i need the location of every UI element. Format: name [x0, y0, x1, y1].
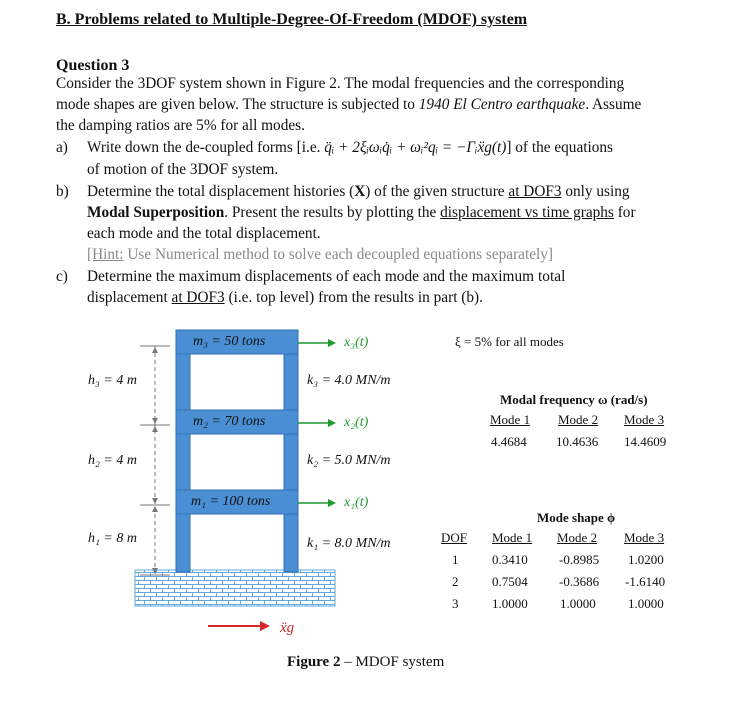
- force-arrows: [298, 339, 336, 507]
- decoupled-equation: q̈ᵢ + 2ξᵢωᵢq̇ᵢ + ωᵢ²qᵢ = −Γᵢẍg(t): [324, 139, 507, 156]
- mode-shape-title: Mode shape ϕ: [537, 510, 616, 525]
- shape-row-1-mode-1: 0.3410: [492, 552, 528, 567]
- section-title: B. Problems related to Multiple-Degree-Of-Freedom (MDOF) system: [56, 11, 528, 28]
- question-title: Question 3: [56, 57, 130, 74]
- stiffness-label-3: k₃ = 4.0 MN/m: [307, 373, 391, 388]
- shape-header-mode-3: Mode 3: [624, 530, 665, 545]
- height-label-2: h₂ = 4 m: [88, 453, 137, 468]
- force-label-3: x₃(t): [344, 335, 369, 350]
- shape-header-dof: DOF: [441, 530, 468, 545]
- part-c-line-2: displacement at DOF3 (i.e. top level) from the results in part (b).: [87, 289, 483, 306]
- right-column: [284, 330, 298, 572]
- mass-label-1: m₁ = 100 tons: [191, 494, 271, 509]
- shape-row-2-mode-3: -1.6140: [625, 574, 666, 589]
- part-b-line-1: Determine the total displacement histories (X) of the given structure at DOF3 only using: [87, 183, 630, 200]
- freq-value-mode-3: 14.4609: [624, 434, 667, 449]
- shape-row-3-mode-2: 1.0000: [560, 596, 596, 611]
- shape-row-3-mode-3: 1.0000: [628, 596, 664, 611]
- shape-row-2-mode-1: 0.7504: [492, 574, 528, 589]
- stiffness-label-2: k₂ = 5.0 MN/m: [307, 453, 391, 468]
- part-c-label: c): [56, 268, 68, 285]
- shape-row-3-dof: 3: [452, 596, 459, 611]
- part-a-line-1: Write down the de-coupled forms [i.e. q̈ᵢ + 2ξᵢωᵢq̇ᵢ + ωᵢ²qᵢ = −Γᵢẍg(t)] of the equations: [87, 139, 613, 156]
- modal-frequency-title: Modal frequency ω (rad/s): [500, 392, 648, 407]
- shape-row-3-mode-1: 1.0000: [492, 596, 528, 611]
- intro-line-2: mode shapes are given below. The structure is subjected to 1940 El Centro earthquake. Assume: [56, 96, 642, 113]
- figure-caption: Figure 2 – MDOF system: [287, 654, 445, 670]
- shape-header-mode-2: Mode 2: [557, 530, 598, 545]
- mass-label-2: m₂ = 70 tons: [193, 414, 266, 429]
- freq-header-mode-1: Mode 1: [490, 412, 531, 427]
- freq-value-mode-2: 10.4636: [556, 434, 599, 449]
- freq-value-mode-1: 4.4684: [491, 434, 527, 449]
- part-b-line-3: each mode and the total displacement.: [87, 225, 321, 242]
- intro-line-3: the damping ratios are 5% for all modes.: [56, 117, 305, 134]
- part-b-hint: [Hint: Use Numerical method to solve each decoupled equations separately]: [87, 246, 553, 263]
- height-label-1: h₁ = 8 m: [88, 531, 137, 546]
- left-column: [176, 330, 190, 572]
- stiffness-label-1: k₁ = 8.0 MN/m: [307, 536, 391, 551]
- mass-label-3: m₃ = 50 tons: [193, 334, 266, 349]
- shape-row-1-dof: 1: [452, 552, 459, 567]
- shape-row-2-mode-2: -0.3686: [559, 574, 600, 589]
- part-c-line-1: Determine the maximum displacements of each mode and the maximum total: [87, 268, 566, 285]
- shape-row-1-mode-3: 1.0200: [628, 552, 664, 567]
- height-label-3: h₃ = 4 m: [88, 373, 137, 388]
- height-dimensions: [140, 346, 170, 575]
- part-a-line-2: of motion of the 3DOF system.: [87, 161, 279, 178]
- force-label-2: x₂(t): [344, 415, 369, 430]
- part-a-label: a): [56, 139, 68, 156]
- ground-accel-label: ẍg: [280, 620, 295, 636]
- force-label-1: x₁(t): [344, 495, 369, 510]
- ground-acceleration-arrow: [208, 621, 270, 631]
- damping-label: ξ = 5% for all modes: [455, 334, 564, 349]
- shape-header-mode-1: Mode 1: [492, 530, 533, 545]
- shape-row-2-dof: 2: [452, 574, 459, 589]
- freq-header-mode-2: Mode 2: [558, 412, 599, 427]
- intro-line-1: Consider the 3DOF system shown in Figure 2. The modal frequencies and the corresponding: [56, 75, 625, 92]
- freq-header-mode-3: Mode 3: [624, 412, 665, 427]
- part-b-label: b): [56, 183, 69, 200]
- shape-row-1-mode-2: -0.8985: [559, 552, 600, 567]
- part-b-line-2: Modal Superposition. Present the results by plotting the displacement vs time graphs for: [87, 204, 636, 221]
